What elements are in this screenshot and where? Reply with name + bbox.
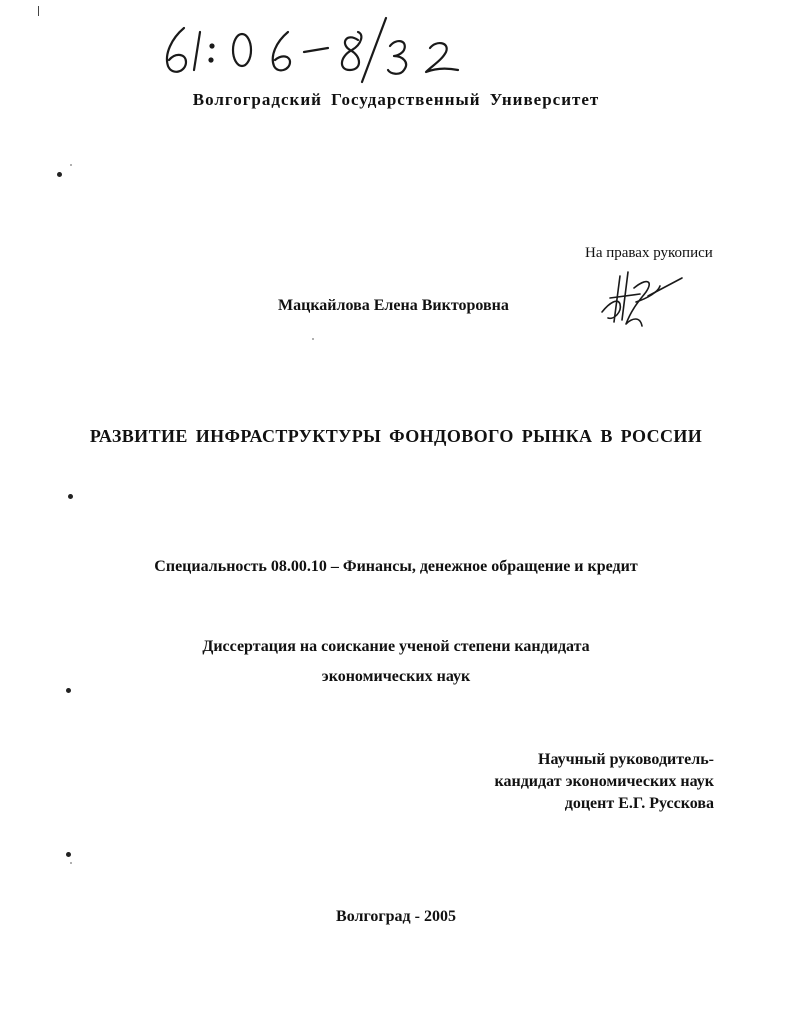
specialty-line: Специальность 08.00.10 – Финансы, денежное обращение и кредит: [154, 558, 638, 575]
scan-dot: [66, 688, 71, 693]
scan-mark: [38, 6, 39, 16]
thesis-degree-line-1: Диссертация на соискание ученой степени кандидата: [202, 638, 590, 655]
author-signature: [596, 268, 686, 334]
university-name: Волгоградский Государственный Университет: [192, 90, 600, 109]
scan-speck: [312, 338, 314, 340]
author-name: Мацкайлова Елена Викторовна: [278, 297, 509, 314]
manuscript-rights-note: На правах рукописи: [585, 245, 713, 261]
advisor-name: доцент Е.Г. Русскова: [564, 795, 714, 812]
scan-speck: [70, 862, 72, 864]
city-year: Волгоград - 2005: [336, 908, 456, 925]
scan-speck: [70, 164, 72, 166]
scan-dot: [66, 852, 71, 857]
scientific-advisor-block: [495, 749, 714, 815]
scan-dot: [68, 494, 73, 499]
thesis-degree-line-2: экономических наук: [321, 668, 471, 685]
handwritten-archive-code: [150, 10, 480, 90]
advisor-degree: кандидат экономических наук: [494, 773, 714, 790]
scan-dot: [57, 172, 62, 177]
dissertation-title: РАЗВИТИЕ ИНФРАСТРУКТУРЫ ФОНДОВОГО РЫНКА В РОССИИ: [89, 426, 703, 446]
advisor-role: Научный руководитель-: [538, 751, 714, 768]
